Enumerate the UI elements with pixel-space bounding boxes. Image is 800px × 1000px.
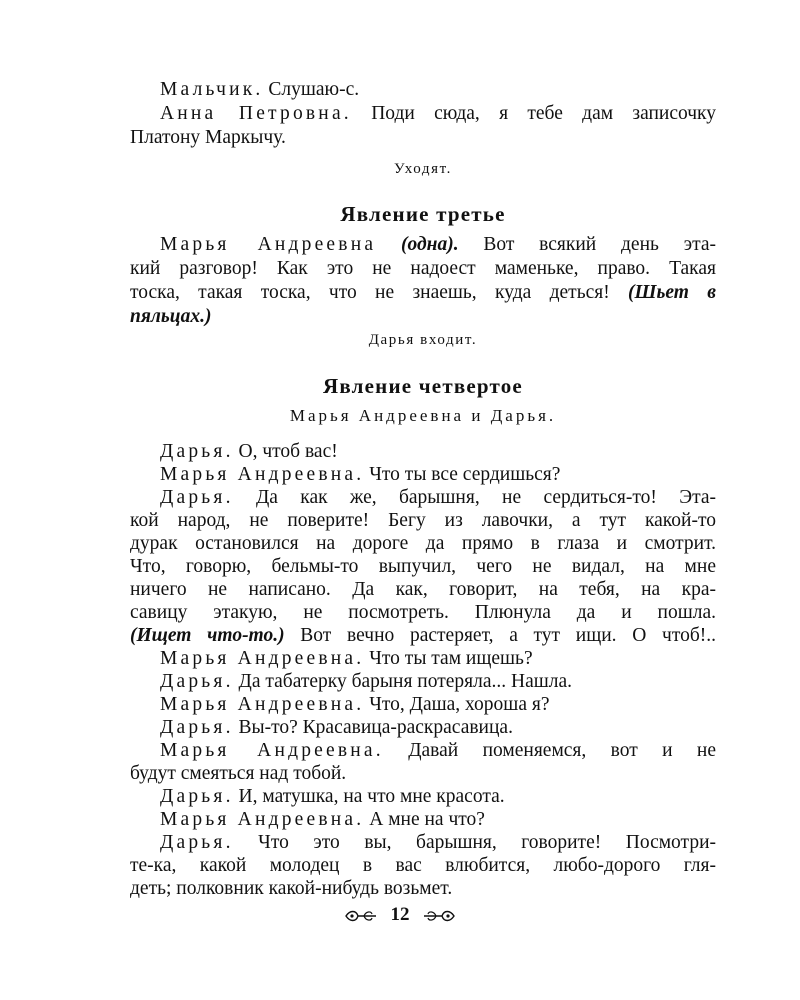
speaker-name: Марья Андреевна. — [160, 464, 365, 485]
stage-direction-inline: (одна). — [376, 234, 459, 255]
line-text: Что ты там ищешь? — [364, 648, 533, 669]
stage-direction-inline: пяльцах.) — [130, 306, 212, 327]
dialogue-line — [130, 126, 716, 149]
dialogue-line — [130, 102, 716, 125]
speaker-name: Марья Андреевна. — [160, 694, 365, 715]
dialogue-line: деть; полковник какой-нибудь возьмет. — [130, 878, 453, 899]
line-text: тоска, такая тоска, что не знаешь, куда деться! — [130, 282, 629, 303]
speaker-name: Марья Андреевна. — [160, 740, 384, 761]
dialogue-line — [130, 716, 746, 739]
dialogue-line — [130, 624, 716, 647]
page-number: 12 — [390, 904, 410, 925]
line-text: Вот вечно растеряет, а тут ищи. О чтоб!.. — [284, 625, 716, 646]
dialogue-line — [130, 463, 746, 486]
line-text: Поди сюда, я тебе дам записочку — [351, 103, 716, 124]
dialogue-line: ничего не написано. Да как, говорит, на тебя, на кра- — [130, 579, 716, 600]
scene-heading: Явление четвертое — [323, 374, 523, 398]
dialogue-line: дурак остановился на дороге да прямо в глаза и смотрит. — [130, 533, 716, 554]
dialogue-line: кий разговор! Как это не надоест маменьке, право. Такая — [130, 258, 716, 279]
line-text: Слушаю-с. — [263, 79, 360, 100]
line-text: А мне на что? — [364, 809, 485, 830]
dialogue-line — [130, 486, 716, 509]
dialogue-line — [130, 785, 746, 808]
line-text: Да как же, барышня, не сердиться-то! Эта- — [233, 487, 716, 508]
speaker-name: Дарья. — [160, 487, 234, 508]
cast-list: Марья Андреевна и Дарья. — [289, 406, 557, 425]
dialogue-line — [130, 78, 746, 101]
speaker-name: Мальчик. — [160, 79, 264, 100]
speaker-name: Дарья. — [160, 832, 234, 853]
line-text: И, матушка, на что мне красота. — [233, 786, 505, 807]
stage-direction: Уходят. — [393, 161, 453, 177]
dialogue-line — [130, 440, 746, 463]
scene-heading: Явление третье — [340, 202, 506, 226]
speaker-name: Анна Петровна. — [160, 103, 352, 124]
speaker-name: Дарья. — [160, 441, 234, 462]
line-text: Платону Маркычу. — [130, 127, 286, 148]
stage-direction-inline: (Ищет что-то.) — [130, 625, 285, 646]
dialogue-line: Что, говорю, бельмы-то выпучил, чего не видал, на мне — [130, 556, 716, 577]
fleuron-right-icon — [422, 908, 456, 924]
speaker-name: Дарья. — [160, 717, 234, 738]
line-text: Вот всякий день эта- — [458, 234, 716, 255]
line-text: Что, Даша, хороша я? — [364, 694, 550, 715]
dialogue-line: савицу этакую, не посмотреть. Плюнула да и пошла. — [130, 602, 716, 623]
line-text: Что ты все сердишься? — [364, 464, 561, 485]
line-text: Да табатерку барыня потеряла... Нашла. — [233, 671, 573, 692]
dialogue-line — [130, 670, 746, 693]
page-footer — [0, 904, 800, 926]
speaker-name: Марья Андреевна — [160, 234, 377, 255]
speaker-name: Марья Андреевна. — [160, 809, 365, 830]
dialogue-line — [130, 693, 746, 716]
line-text: Давай поменяемся, вот и не — [383, 740, 716, 761]
dialogue-line — [130, 831, 716, 854]
dialogue-line — [130, 233, 716, 256]
dialogue-line — [130, 281, 716, 304]
speaker-name: Дарья. — [160, 786, 234, 807]
stage-direction: Дарья входит. — [368, 332, 478, 348]
dialogue-line: будут смеяться над тобой. — [130, 763, 347, 784]
line-text: О, чтоб вас! — [233, 441, 338, 462]
dialogue-line: те-ка, какой молодец в вас влюбится, любо-дорого гля- — [130, 855, 716, 876]
line-text: Вы-то? Красавица-раскрасавица. — [233, 717, 513, 738]
dialogue-line — [130, 647, 746, 670]
dialogue-line — [130, 739, 716, 762]
fleuron-left-icon — [344, 908, 378, 924]
speaker-name: Дарья. — [160, 671, 234, 692]
stage-direction-inline: (Шьет в — [628, 282, 716, 303]
line-text: Что это вы, барышня, говорите! Посмотри- — [233, 832, 716, 853]
speaker-name: Марья Андреевна. — [160, 648, 365, 669]
dialogue-line — [130, 808, 746, 831]
dialogue-line: кой народ, не поверите! Бегу из лавочки, а тут какой-то — [130, 510, 716, 531]
